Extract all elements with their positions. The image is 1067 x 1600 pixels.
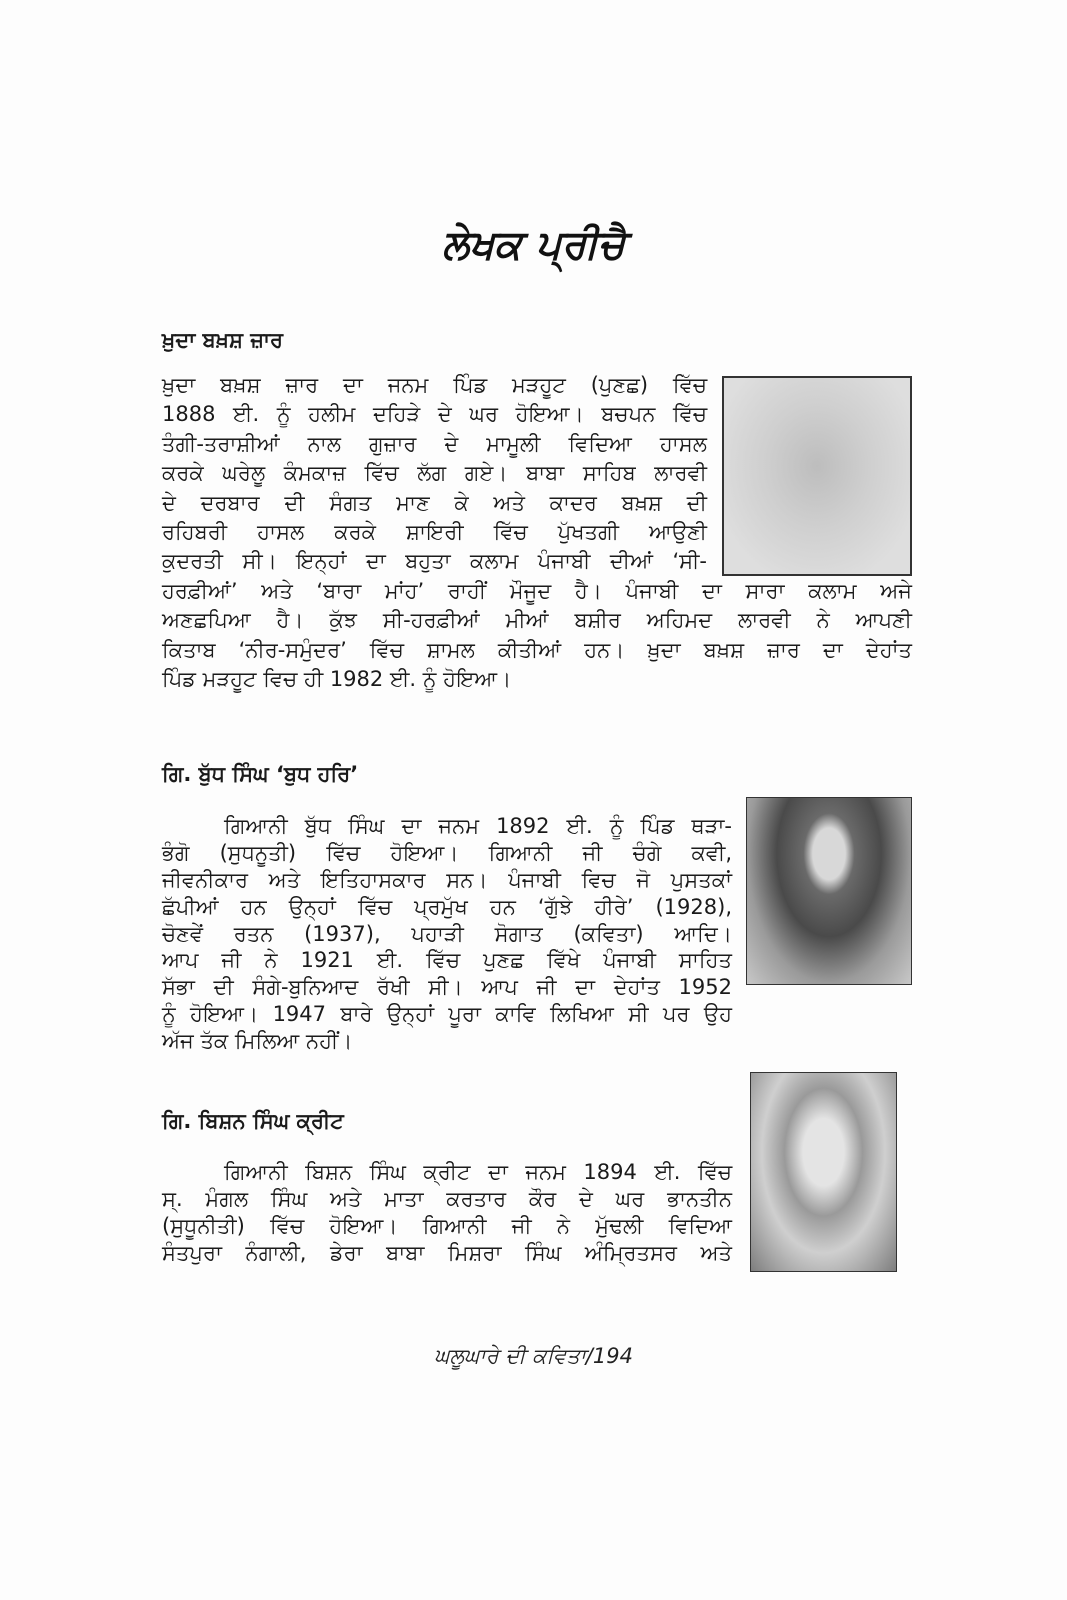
text-line: ਸ੍. ਮੰਗਲ ਸਿੰਘ ਅਤੇ ਮਾਤਾ ਕਰਤਾਰ ਕੌਰ ਦੇ ਘਰ ਭਾਨਤੀਨ bbox=[162, 1187, 732, 1211]
author-photo bbox=[746, 797, 912, 985]
text-line: ਅੱਜ ਤੱਕ ਮਿਲਿਆ ਨਹੀਂ। bbox=[162, 1029, 353, 1053]
text-line: ਤੰਗੀ-ਤਰਾਸ਼ੀਆਂ ਨਾਲ ਗੁਜ਼ਾਰ ਦੇ ਮਾਮੂਲੀ ਵਿਦਿਆ ਹਾਸਲ bbox=[162, 432, 707, 456]
text-line: ਅਣਛਪਿਆ ਹੈ। ਕੁੱਝ ਸੀ-ਹਰਫ਼ੀਆਂ ਮੀਆਂ ਬਸ਼ੀਰ ਅਹਿਮਦ ਲਾਰਵੀ ਨੇ ਆਪਣੀ bbox=[162, 608, 912, 632]
text-line: ਜੀਵਨੀਕਾਰ ਅਤੇ ਇਤਿਹਾਸਕਾਰ ਸਨ। ਪੰਜਾਬੀ ਵਿਚ ਜੋ ਪੁਸਤਕਾਂ bbox=[162, 868, 732, 892]
section-heading: ਖ਼ੁਦਾ ਬਖ਼ਸ਼ ਜ਼ਾਰ bbox=[162, 328, 284, 352]
text-line: ਕਿਤਾਬ ‘ਨੀਰ-ਸਮੁੰਦਰ’ ਵਿੱਚ ਸ਼ਾਮਲ ਕੀਤੀਆਂ ਹਨ। ਖ਼ੁਦਾ ਬਖ਼ਸ਼ ਜ਼ਾਰ ਦਾ ਦੇਹਾਂਤ bbox=[162, 638, 912, 662]
text-line: 1888 ਈ. ਨੂੰ ਹਲੀਮ ਦਹਿੜੇ ਦੇ ਘਰ ਹੋਇਆ। ਬਚਪਨ ਵਿੱਚ bbox=[162, 402, 707, 426]
text-line: ਪਿੰਡ ਮੜਹੂਟ ਵਿਚ ਹੀ 1982 ਈ. ਨੂੰ ਹੋਇਆ। bbox=[162, 667, 512, 691]
text-line: ਗਿਆਨੀ ਬਿਸ਼ਨ ਸਿੰਘ ਕ੍ਰੀਟ ਦਾ ਜਨਮ 1894 ਈ. ਵਿੱਚ bbox=[224, 1160, 732, 1184]
text-line: ਕੁਦਰਤੀ ਸੀ। ਇਨ੍ਹਾਂ ਦਾ ਬਹੁਤਾ ਕਲਾਮ ਪੰਜਾਬੀ ਦੀਆਂ ‘ਸੀ- bbox=[162, 549, 707, 573]
section-heading: ਗਿ. ਬੁੱਧ ਸਿੰਘ ‘ਬੁਧ ਹਰਿ’ bbox=[162, 762, 359, 786]
author-photo bbox=[750, 1072, 897, 1272]
section-heading: ਗਿ. ਬਿਸ਼ਨ ਸਿੰਘ ਕ੍ਰੀਟ bbox=[162, 1109, 344, 1133]
text-line: ਹਰਫ਼ੀਆਂ’ ਅਤੇ ‘ਬਾਰਾ ਮਾਂਹ’ ਰਾਹੀਂ ਮੌਜੂਦ ਹੈ। ਪੰਜਾਬੀ ਦਾ ਸਾਰਾ ਕਲਾਮ ਅਜੇ bbox=[162, 579, 912, 603]
text-line: ਦੇ ਦਰਬਾਰ ਦੀ ਸੰਗਤ ਮਾਣ ਕੇ ਅਤੇ ਕਾਦਰ ਬਖ਼ਸ਼ ਦੀ bbox=[162, 491, 707, 515]
text-line: ਛੱਪੀਆਂ ਹਨ ਉਨ੍ਹਾਂ ਵਿੱਚ ਪ੍ਰਮੁੱਖ ਹਨ ‘ਗੁੱਝੇ ਹੀਰੇ’ (1928), bbox=[162, 895, 732, 919]
text-line: ਗਿਆਨੀ ਬੁੱਧ ਸਿੰਘ ਦਾ ਜਨਮ 1892 ਈ. ਨੂੰ ਪਿੰਡ ਥੜਾ- bbox=[224, 814, 732, 838]
text-line: ਆਪ ਜੀ ਨੇ 1921 ਈ. ਵਿੱਚ ਪੁਣਛ ਵਿੱਖੇ ਪੰਜਾਬੀ ਸਾਹਿਤ bbox=[162, 948, 732, 972]
text-line: ਸੰਤਪੁਰਾ ਨੰਗਾਲੀ, ਡੇਰਾ ਬਾਬਾ ਮਿਸ਼ਰਾ ਸਿੰਘ ਅੰਮ੍ਰਿਤਸਰ ਅਤੇ bbox=[162, 1241, 732, 1265]
author-photo bbox=[722, 376, 912, 576]
text-line: (ਸੁਧੂਨੀਤੀ) ਵਿੱਚ ਹੋਇਆ। ਗਿਆਨੀ ਜੀ ਨੇ ਮੁੱਢਲੀ ਵਿਦਿਆ bbox=[162, 1214, 732, 1238]
page-footer: ਘਲੂਘਾਰੇ ਦੀ ਕਵਿਤਾ/194 bbox=[434, 1344, 633, 1368]
text-line: ਰਹਿਬਰੀ ਹਾਸਲ ਕਰਕੇ ਸ਼ਾਇਰੀ ਵਿੱਚ ਪੁੱਖਤਗੀ ਆਉਣੀ bbox=[162, 520, 707, 544]
text-line: ਸੱਭਾ ਦੀ ਸੰਗੇ-ਬੁਨਿਆਦ ਰੱਖੀ ਸੀ। ਆਪ ਜੀ ਦਾ ਦੇਹਾਂਤ 1952 bbox=[162, 975, 732, 999]
text-line: ਖ਼ੁਦਾ ਬਖ਼ਸ਼ ਜ਼ਾਰ ਦਾ ਜਨਮ ਪਿੰਡ ਮੜਹੂਟ (ਪੁਣਛ) ਵਿੱਚ bbox=[162, 373, 707, 397]
text-line: ਭੰਗੋ (ਸੁਧਨੂਤੀ) ਵਿੱਚ ਹੋਇਆ। ਗਿਆਨੀ ਜੀ ਚੰਗੇ ਕਵੀ, bbox=[162, 841, 732, 865]
page-title: ਲੇਖਕ ਪ੍ਰੀਚੈ bbox=[441, 222, 626, 268]
text-line: ਚੋਣਵੇਂ ਰਤਨ (1937), ਪਹਾੜੀ ਸੋਗਾਤ (ਕਵਿਤਾ) ਆਦਿ। bbox=[162, 922, 732, 946]
text-line: ਨੂੰ ਹੋਇਆ। 1947 ਬਾਰੇ ਉਨ੍ਹਾਂ ਪੂਰਾ ਕਾਵਿ ਲਿਖਿਆ ਸੀ ਪਰ ਉਹ bbox=[162, 1002, 732, 1026]
text-line: ਕਰਕੇ ਘਰੇਲੂ ਕੰਮਕਾਜ਼ ਵਿੱਚ ਲੱਗ ਗਏ। ਬਾਬਾ ਸਾਹਿਬ ਲਾਰਵੀ bbox=[162, 461, 707, 485]
